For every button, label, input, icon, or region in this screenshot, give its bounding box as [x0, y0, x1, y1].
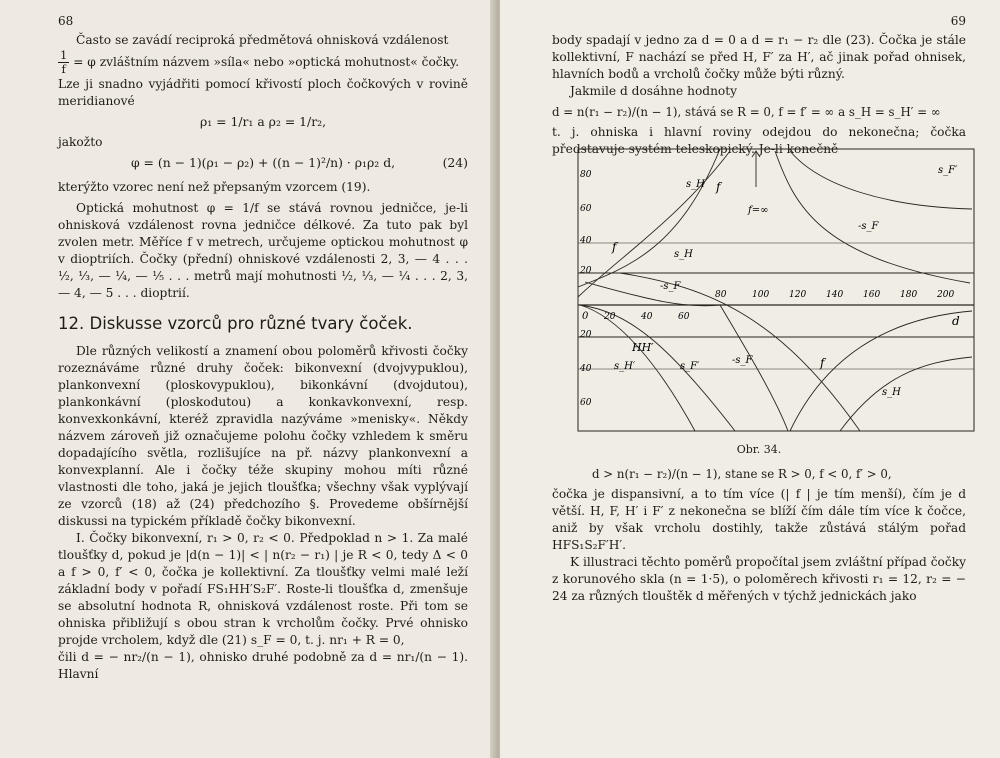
x-tick-label: 120 — [789, 290, 807, 300]
figure-caption: Obr. 34. — [736, 443, 782, 456]
label-sF-prime-2: s_F′ — [680, 361, 700, 372]
x-tick-label: 160 — [863, 290, 881, 300]
y-tick-label: 40 — [580, 236, 592, 246]
page-number-right: 69 — [950, 14, 966, 28]
curve-sF-prime-lower — [585, 282, 788, 431]
paragraph: čočka je dispansivní, a to tím více (| f | je tím menší), čím je d větší. H, F, H′ i F′ z nekonečna se blíží čím dále tím více k čočce, aniž by však vrcholu dostihly, takže zůstává stálým pořad HFS₁S₂F′H′. — [552, 487, 966, 552]
curve-HH — [580, 305, 735, 431]
curve-f — [578, 151, 730, 297]
label-sF-prime: s_F′ — [938, 165, 958, 176]
page-number-left: 68 — [58, 14, 74, 28]
label-f-3: f — [820, 356, 825, 370]
label-neg-sF-3: -s_F — [732, 355, 753, 366]
y-tick-label: 20 — [580, 266, 592, 276]
x-tick-label: 80 — [715, 290, 727, 300]
curve-neg-sF-lower — [620, 273, 860, 431]
curve-sH — [578, 149, 720, 287]
x-tick-labels — [603, 290, 954, 322]
paragraph: Dle různých velikostí a znamení obou poloměrů křivosti čočky rozeznáváme různé druhy čoček: bikonvexní (dvojvypuklou), plankonvexní (ploskovypuklou), bikonkávní (dvojdutou), plankonkávní (ploskodutou) a konkavkonvexní, resp. konvexkonkávní, kteréž zpravidla nazýváme »menisky«. Někdy názvem zároveň již označujeme polohu čočky vzhledem k směru dopadajícího světla, rozlišujíce na př. názvy plankonvexní a konvexplanní. Ale i čočky téže skupiny mohou míti různé vlastnosti dle toho, jaká je jejich tloušťka; všechny však vyplývají ze vzorců (18) až (24) předchozího §. Provedeme obšírnější diskussi na typickém příkladě čočky bikonvexní. — [58, 344, 468, 528]
label-neg-sF-2: -s_F — [660, 281, 681, 292]
label-sH-prime: s_H′ — [614, 361, 636, 372]
equation: d > n(r₁ − r₂)/(n − 1), stane se R > 0, f < 0, f′ > 0, — [592, 467, 892, 481]
label-neg-sF: -s_F — [858, 221, 879, 232]
x-tick-label: 180 — [900, 290, 918, 300]
x-tick-label: 40 — [641, 312, 653, 322]
paragraph: I. Čočky bikonvexní, r₁ > 0, r₂ < 0. Předpoklad n > 1. Za malé tloušťky d, pokud je |d(n − 1)| < | n(r₂ − r₁) | je R < 0, tedy Δ < 0 a f > 0, f′ < 0, čočka je kollektivní. Za tloušťky velmi malé leží základní body v pořadí FS₁HH′S₂F′. Roste-li tloušťka d, zmenšuje se absolutní hodnota R, ohnisková vzdálenost roste. Při tom se ohniska přibližují s obou stran k vrcholům čočky. Prvé ohnisko projde vrcholem, když dle (21) s_F = 0, t. j. nr₁ + R = 0, — [58, 531, 468, 647]
x-tick-label: 200 — [937, 290, 955, 300]
y-tick-label: 20 — [580, 330, 592, 340]
paragraph: K illustraci těchto poměrů propočítal jsem zvláštní případ čočky z korunového skla (n = 1·5), o poloměrech křivosti r₁ = 12, r₂ = − 24 za různých tlouštěk d měřených v týchž jednickách jako — [552, 555, 966, 603]
paragraph: Optická mohutnost φ = 1/f se stává rovnou jedničce, je-li ohnisková vzdálenost rovna jedničce délkové. Za tuto pak byl zvolen metr. Měříce f v metrech, určujeme optickou mohutnost φ v dioptriích. Čočky (přední) ohniskové vzdálenosti 2, 3, — 4 . . . ½, ⅓, — ¼, — ⅕ . . . metrů mají mohutnosti ½, ⅓, — ¼ . . . 2, 3, — 4, — 5 . . . dioptrií. — [58, 201, 468, 300]
paragraph: t. j. ohniska i hlavní roviny odejdou do nekonečna; čočka představuje systém teleskopický. Je-li konečně — [552, 125, 966, 156]
y-tick-labels — [579, 170, 592, 408]
curve-sH-lower — [840, 357, 972, 431]
label-f: f — [716, 180, 721, 194]
x-axis-label: d — [952, 314, 960, 328]
paragraph: Často se zavádí reciproká předmětová ohnisková vzdálenost — [76, 33, 449, 47]
paragraph: čili d = − nr₂/(n − 1), ohnisko druhé podobně za d = nr₁/(n − 1). Hlavní — [58, 650, 468, 681]
y-tick-label: 60 — [580, 398, 592, 408]
paragraph: $\frac{1}{f}$ = φ zvláštním názvem »síla« nebo »optická mohutnost« čočky. — [60, 48, 460, 76]
x-tick-label: 140 — [826, 290, 844, 300]
y-tick-label: 80 — [580, 170, 592, 180]
figure-34 — [560, 147, 976, 435]
paragraph: kterýžto vzorec není než přepsaným vzorcem (19). — [58, 180, 371, 194]
paragraph: Jakmile d dosáhne hodnoty — [570, 84, 738, 98]
x-tick-label: 20 — [604, 312, 616, 322]
equation-number: (24) — [442, 155, 468, 170]
y-tick-label: 60 — [580, 204, 592, 214]
label-sH: s_H — [686, 179, 705, 190]
curve-f-lower — [790, 311, 972, 431]
right-page — [500, 0, 1000, 758]
equation-24: φ = (n − 1)(ρ₁ − ρ₂) + ((n − 1)²/n) · ρ₁ρ₂ d, (24) — [58, 151, 468, 175]
curve-sF-prime — [790, 151, 972, 209]
label-sH-3: s_H — [882, 387, 901, 398]
label-sH-2: s_H — [674, 249, 693, 260]
y-tick-label: 40 — [580, 364, 592, 374]
label-HH: HH′ — [632, 341, 654, 354]
origin-label: 0 — [582, 311, 589, 322]
paragraph: Lze ji snadno vyjádřiti pomocí křivostí ploch čočkových v rovině meridianové — [58, 77, 468, 108]
curve-sH-prime — [580, 305, 695, 431]
label-f-infinity: f=∞ — [748, 205, 769, 216]
x-tick-label: 60 — [678, 312, 690, 322]
x-tick-label: 100 — [752, 290, 770, 300]
equation: ρ₁ = 1/r₁ a ρ₂ = 1/r₂, — [199, 114, 327, 129]
equation: d = n(r₁ − r₂)/(n − 1), stává se R = 0, f = f′ = ∞ a s_H = s_H′ = ∞ — [552, 105, 941, 119]
fraction: $\frac{1}{f}$ — [60, 48, 68, 76]
left-page — [0, 0, 496, 758]
paragraph: body spadají v jedno za d = 0 a d = r₁ − r₂ dle (23). Čočka je stále kollektivní, F nachází se před H, F′ za H′, ač jinak pořad ohnisek, hlavních bodů a vrcholů čočky může býti různý. — [552, 33, 966, 81]
paragraph: jakožto — [58, 135, 103, 149]
label-f-2: f — [612, 240, 617, 254]
section-heading: 12. Diskusse vzorců pro různé tvary čoček. — [58, 314, 413, 333]
